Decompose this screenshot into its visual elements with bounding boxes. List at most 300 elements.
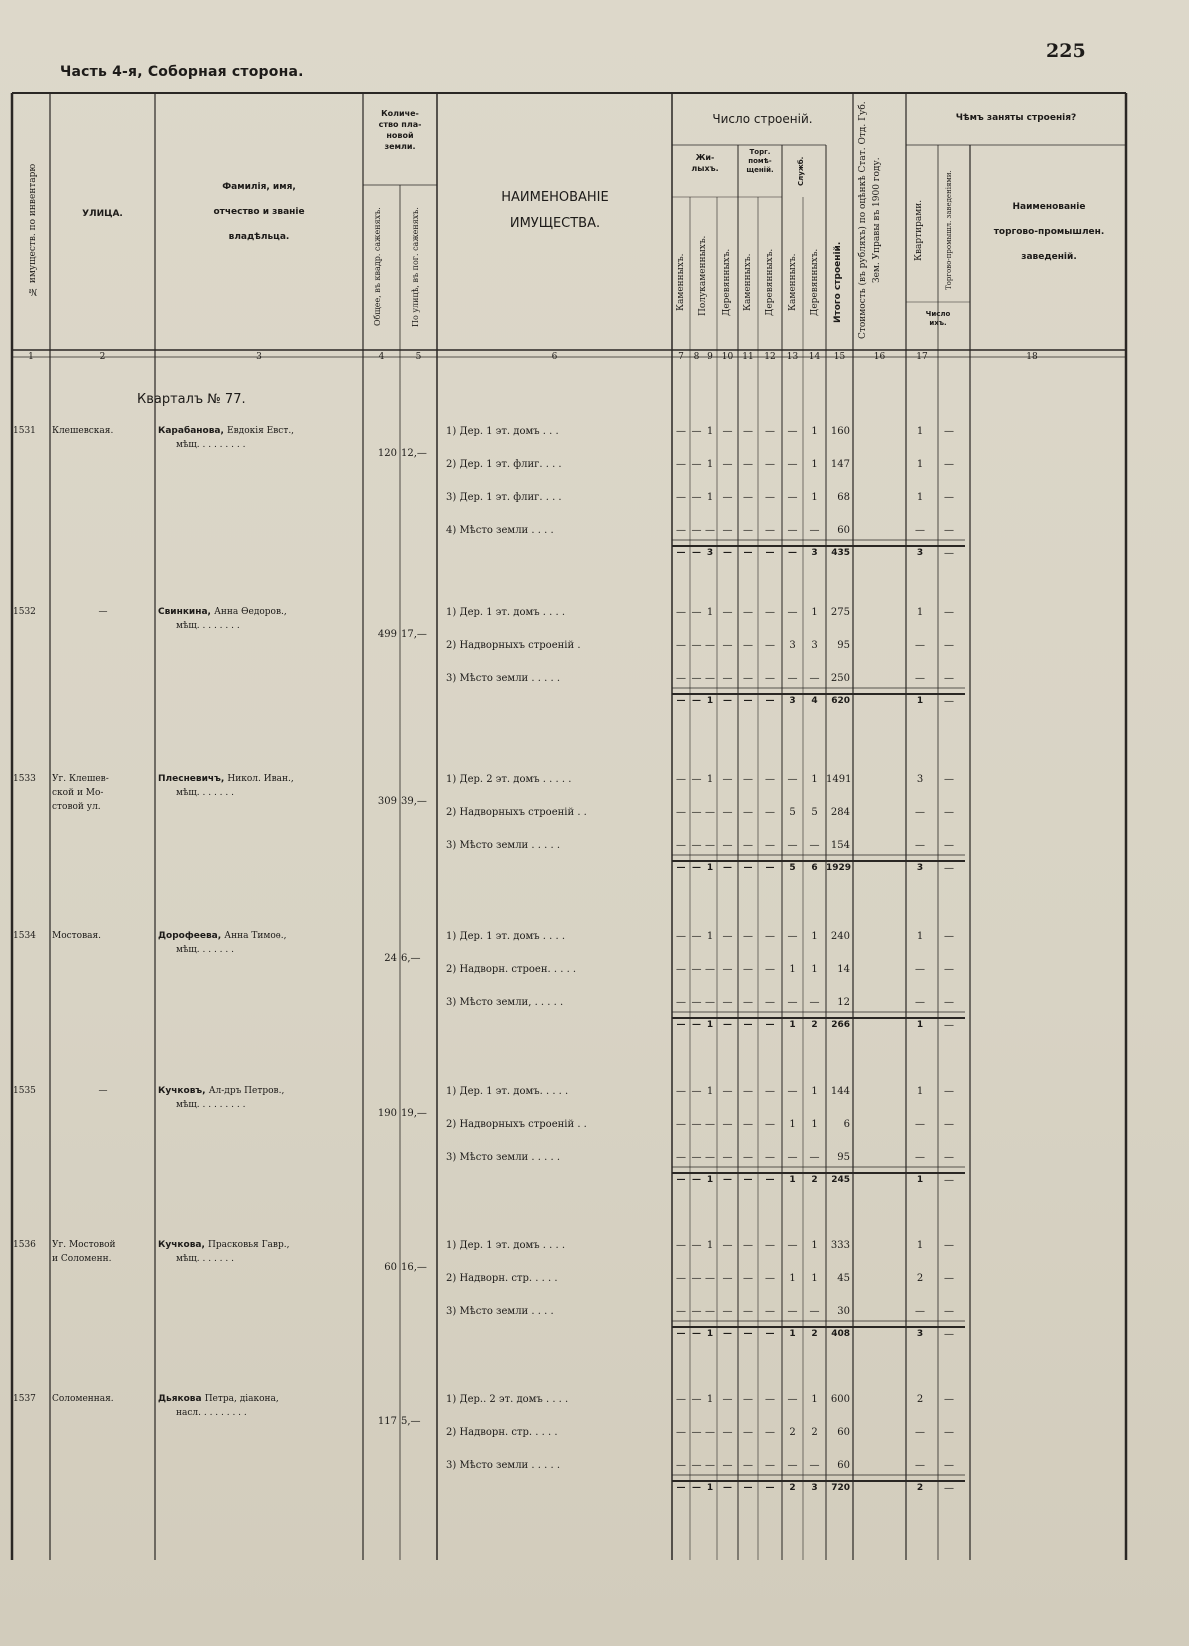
- cell-c12: —: [765, 607, 775, 618]
- cell-c8: —: [691, 1394, 702, 1405]
- total-value: 245: [831, 1175, 850, 1185]
- total-c9: 1: [706, 1020, 714, 1030]
- cell-c14: —: [809, 997, 820, 1008]
- cell-c13: —: [787, 525, 798, 536]
- cell-c14: —: [809, 1306, 820, 1317]
- column-number: 18: [1026, 352, 1038, 362]
- owner-name: [158, 1086, 284, 1096]
- cell-value: 600: [830, 1394, 850, 1405]
- cell-c8: —: [691, 840, 702, 851]
- cell-c9: —: [705, 1306, 715, 1317]
- cell-c11: —: [743, 997, 753, 1008]
- col-header-buildings: Число строеній.: [712, 112, 813, 126]
- column-number: 3: [256, 352, 262, 362]
- cell-c13: —: [787, 607, 798, 618]
- owner-name: [158, 607, 287, 617]
- total-value: 435: [831, 548, 850, 558]
- cell-c13: —: [787, 426, 798, 437]
- property-item: 1) Дер. 1 эт. домъ . . . .: [446, 1240, 566, 1251]
- col-header-dwelling: Жи- лыхъ.: [691, 153, 719, 173]
- total-c8: —: [692, 696, 701, 706]
- cell-value: 6: [843, 1119, 850, 1130]
- property-item: 2) Надворн. стр. . . . .: [446, 1273, 558, 1284]
- cell-c14: 1: [811, 964, 818, 975]
- cell-c8: —: [691, 673, 702, 684]
- owner-given: Анна Тимоѳ.,: [224, 931, 287, 941]
- cell-apartments: 1: [916, 1240, 924, 1251]
- owner-surname: Дорофеева,: [158, 931, 225, 941]
- cell-apartments: —: [915, 807, 925, 818]
- column-number: 8: [693, 352, 700, 362]
- cell-c12: —: [765, 1273, 775, 1284]
- owner-surname: Плесневичъ,: [158, 774, 228, 784]
- property-item: 2) Надворныхъ строеній . .: [446, 1119, 587, 1130]
- cell-c10: —: [722, 525, 733, 536]
- property-item: 4) Мѣсто земли . . . .: [446, 525, 554, 536]
- cell-c13: —: [787, 1152, 798, 1163]
- cell-c8: —: [691, 774, 702, 785]
- cell-c14: —: [809, 525, 820, 536]
- cell-c9: —: [705, 1152, 715, 1163]
- cell-c7: —: [676, 840, 686, 851]
- land-area: 309: [377, 796, 397, 807]
- total-c8: —: [692, 1329, 701, 1339]
- cell-value: 14: [837, 964, 850, 975]
- cell-c8: —: [691, 931, 702, 942]
- cell-trade: —: [944, 1460, 954, 1471]
- cell-trade: —: [944, 807, 954, 818]
- cell-c9: —: [705, 673, 715, 684]
- street-name: Мостовая.: [52, 931, 102, 941]
- cell-apartments: —: [915, 673, 925, 684]
- col-header-street: УЛИЦА.: [82, 209, 123, 219]
- cell-c11: —: [743, 607, 753, 618]
- cell-trade: —: [944, 426, 954, 437]
- inventory-number: 1536: [13, 1240, 36, 1250]
- col-header-owner: Фамилія, имя, отчество и званіе владѣльца.: [213, 182, 305, 242]
- cell-trade: —: [944, 997, 954, 1008]
- total-c9: 1: [706, 863, 714, 873]
- cell-trade: —: [944, 640, 954, 651]
- land-frontage: 5,—: [401, 1416, 421, 1427]
- total-c13: —: [788, 548, 797, 558]
- street-name: —: [98, 607, 108, 617]
- total-c10: —: [723, 863, 732, 873]
- column-number: 15: [833, 352, 846, 362]
- cell-c12: —: [765, 807, 775, 818]
- cell-c11: —: [743, 1240, 753, 1251]
- cell-c12: —: [765, 931, 775, 942]
- cell-c7: —: [676, 807, 686, 818]
- property-item: 1) Дер. 1 эт. домъ. . . . .: [446, 1086, 569, 1097]
- cell-c8: —: [691, 1427, 702, 1438]
- cell-trade: —: [944, 673, 954, 684]
- column-number: 2: [99, 352, 106, 362]
- total-c11: —: [743, 696, 753, 706]
- cell-trade: —: [944, 1427, 954, 1438]
- owner-status: мѣщ. . . . . . .: [176, 1254, 234, 1264]
- total-c13: 1: [789, 1329, 796, 1339]
- cell-c9: 1: [706, 774, 714, 785]
- cell-c10: —: [722, 673, 733, 684]
- cell-c12: —: [765, 1394, 775, 1405]
- land-area: 190: [377, 1108, 397, 1119]
- owner-name: [158, 426, 294, 436]
- cell-c12: —: [765, 840, 775, 851]
- cell-c12: —: [765, 459, 775, 470]
- page-number: 225: [1046, 40, 1086, 62]
- cell-apartments: —: [915, 1119, 925, 1130]
- cell-trade: —: [944, 1086, 954, 1097]
- total-trade: —: [944, 1329, 954, 1340]
- land-area: 499: [377, 629, 397, 640]
- total-value: 408: [831, 1329, 850, 1339]
- cell-c10: —: [722, 997, 733, 1008]
- total-c9: 1: [706, 696, 714, 706]
- cell-c11: —: [743, 459, 753, 470]
- cell-trade: —: [944, 1394, 954, 1405]
- total-c13: 1: [789, 1020, 796, 1030]
- cell-apartments: —: [915, 1152, 925, 1163]
- total-apartments: 3: [916, 1329, 924, 1339]
- cell-value: 250: [830, 673, 850, 684]
- total-c14: 3: [811, 1483, 818, 1493]
- cell-apartments: 1: [916, 492, 924, 503]
- cell-c11: —: [743, 774, 753, 785]
- total-apartments: 1: [916, 1175, 924, 1185]
- cell-c14: 1: [811, 426, 818, 437]
- land-frontage: 16,—: [401, 1262, 427, 1273]
- cell-trade: —: [944, 492, 954, 503]
- cell-c13: 1: [789, 1119, 796, 1130]
- cell-c10: —: [722, 459, 733, 470]
- cell-c14: 1: [811, 492, 818, 503]
- cell-c7: —: [676, 1394, 686, 1405]
- owner-surname: Карабанова,: [158, 426, 228, 436]
- total-trade: —: [944, 696, 954, 707]
- total-c7: —: [676, 1020, 686, 1030]
- cell-trade: —: [944, 459, 954, 470]
- cell-c7: —: [676, 1152, 686, 1163]
- total-c11: —: [743, 863, 753, 873]
- total-c8: —: [692, 1483, 701, 1493]
- cell-c8: —: [691, 640, 702, 651]
- cell-c11: —: [743, 673, 753, 684]
- cell-c9: 1: [706, 1086, 714, 1097]
- cell-c9: 1: [706, 607, 714, 618]
- cell-c9: 1: [706, 492, 714, 503]
- col-header-16: Квартирами.: [914, 199, 924, 261]
- cell-value: 275: [830, 607, 850, 618]
- cell-c7: —: [676, 426, 686, 437]
- owner-name: [158, 931, 286, 941]
- column-number: 7: [678, 352, 684, 362]
- cell-c14: 1: [811, 1086, 818, 1097]
- cell-c13: 1: [789, 1273, 796, 1284]
- column-number: 1: [28, 352, 34, 362]
- col-header-trade: Торг. помѣ- щеній.: [746, 148, 774, 174]
- land-frontage: 17,—: [401, 629, 427, 640]
- land-frontage: 6,—: [401, 953, 421, 964]
- col-header-count: Число ихъ.: [925, 310, 951, 327]
- cell-trade: —: [944, 1119, 954, 1130]
- col-header-7: Каменныхъ.: [676, 253, 686, 311]
- total-c7: —: [676, 1483, 686, 1493]
- cell-c9: —: [705, 840, 715, 851]
- cell-c9: —: [705, 1273, 715, 1284]
- total-value: 720: [831, 1483, 850, 1493]
- column-number: 6: [551, 352, 558, 362]
- cell-c14: 1: [811, 607, 818, 618]
- cell-trade: —: [944, 1152, 954, 1163]
- cell-c12: —: [765, 1119, 775, 1130]
- cell-c12: —: [765, 1427, 775, 1438]
- total-c12: —: [765, 863, 775, 873]
- column-number: 11: [742, 352, 754, 362]
- cell-c8: —: [691, 1119, 702, 1130]
- cell-c8: —: [691, 525, 702, 536]
- cell-c13: —: [787, 1460, 798, 1471]
- total-trade: —: [944, 1020, 954, 1031]
- inventory-number: 1535: [13, 1086, 36, 1096]
- cell-c8: —: [691, 1273, 702, 1284]
- cell-c9: 1: [706, 459, 714, 470]
- owner-status: мѣщ. . . . . . . . .: [176, 1100, 246, 1110]
- cell-value: 147: [830, 459, 850, 470]
- total-c11: —: [743, 548, 753, 558]
- quarter-title: Кварталъ № 77.: [137, 392, 246, 407]
- owner-surname: Дьякова: [158, 1394, 205, 1404]
- cell-c7: —: [676, 525, 686, 536]
- cell-c11: —: [743, 1152, 753, 1163]
- total-c14: 6: [811, 863, 818, 873]
- cell-c11: —: [743, 1306, 753, 1317]
- cell-value: 60: [837, 525, 850, 536]
- cell-c10: —: [722, 607, 733, 618]
- street-name: Уг. Клешев-: [52, 774, 109, 784]
- cell-c14: 1: [811, 1119, 818, 1130]
- property-item: 3) Мѣсто земли, . . . . .: [446, 997, 564, 1008]
- cell-c9: —: [705, 1119, 715, 1130]
- total-c12: —: [765, 696, 775, 706]
- land-area: 120: [377, 448, 397, 459]
- total-trade: —: [944, 863, 954, 874]
- cell-c11: —: [743, 1273, 753, 1284]
- cell-c7: —: [676, 1460, 686, 1471]
- property-item: 3) Мѣсто земли . . . .: [446, 1306, 554, 1317]
- cell-c12: —: [765, 997, 775, 1008]
- cell-c9: —: [705, 997, 715, 1008]
- land-area: 60: [384, 1262, 397, 1273]
- cell-c9: —: [705, 525, 715, 536]
- cell-c7: —: [676, 931, 686, 942]
- land-frontage: 39,—: [401, 796, 427, 807]
- total-c7: —: [676, 863, 686, 873]
- cell-c10: —: [722, 1240, 733, 1251]
- cell-c9: —: [705, 640, 715, 651]
- property-item: 3) Мѣсто земли . . . . .: [446, 673, 560, 684]
- cell-value: 284: [830, 807, 850, 818]
- cell-c10: —: [722, 1152, 733, 1163]
- column-number: 13: [786, 352, 799, 362]
- inventory-number: 1537: [13, 1394, 36, 1404]
- total-c14: 2: [811, 1175, 818, 1185]
- cell-c7: —: [676, 1273, 686, 1284]
- land-area: 24: [384, 953, 397, 964]
- cell-c11: —: [743, 1460, 753, 1471]
- cell-c9: 1: [706, 426, 714, 437]
- col-header-frontage: По улицѣ, въ пог. саженяхъ.: [411, 207, 420, 327]
- cell-c7: —: [676, 673, 686, 684]
- owner-status: мѣщ. . . . . . . . .: [176, 440, 246, 450]
- cell-c10: —: [722, 807, 733, 818]
- total-c10: —: [723, 1483, 732, 1493]
- cell-c13: 1: [789, 964, 796, 975]
- col-header-11: Деревянныхъ.: [765, 248, 775, 316]
- cell-c10: —: [722, 774, 733, 785]
- cell-c13: 2: [789, 1427, 796, 1438]
- column-number: 9: [707, 352, 713, 362]
- cell-c8: —: [691, 607, 702, 618]
- total-c12: —: [765, 548, 775, 558]
- cell-c12: —: [765, 525, 775, 536]
- col-header-area: Общее, въ квадр. саженяхъ.: [373, 207, 382, 327]
- cell-c10: —: [722, 931, 733, 942]
- total-c9: 1: [706, 1483, 714, 1493]
- cell-apartments: —: [915, 964, 925, 975]
- inventory-number: 1532: [13, 607, 36, 617]
- street-name: ской и Мо-: [52, 788, 104, 798]
- cell-c12: —: [765, 774, 775, 785]
- cell-c8: —: [691, 492, 702, 503]
- total-c11: —: [743, 1483, 753, 1493]
- total-c14: 2: [811, 1020, 818, 1030]
- column-number: 17: [916, 352, 928, 362]
- cell-c14: —: [809, 840, 820, 851]
- cell-c14: 5: [811, 807, 818, 818]
- cell-c12: —: [765, 492, 775, 503]
- cell-trade: —: [944, 1306, 954, 1317]
- cell-apartments: 1: [916, 931, 924, 942]
- property-item: 1) Дер. 2 эт. домъ . . . . .: [446, 774, 572, 785]
- property-item: 1) Дер. 1 эт. домъ . . . .: [446, 607, 566, 618]
- owner-given: Никол. Иван.,: [227, 774, 294, 784]
- cell-c9: 1: [706, 1240, 714, 1251]
- cell-c13: —: [787, 1306, 798, 1317]
- total-c10: —: [723, 548, 732, 558]
- col-header-8: Полукаменныхъ.: [698, 235, 708, 317]
- cell-c14: 1: [811, 1273, 818, 1284]
- cell-c13: —: [787, 997, 798, 1008]
- owner-name: [158, 1240, 289, 1250]
- cell-c14: 1: [811, 1240, 818, 1251]
- cell-value: 333: [830, 1240, 850, 1251]
- cell-c10: —: [722, 426, 733, 437]
- cell-apartments: 2: [916, 1273, 924, 1284]
- property-item: 2) Надворн. стр. . . . .: [446, 1427, 558, 1438]
- total-c7: —: [676, 696, 686, 706]
- total-c12: —: [765, 1175, 775, 1185]
- cell-value: 60: [837, 1427, 850, 1438]
- owner-name: [158, 774, 294, 784]
- col-header-13: Деревянныхъ.: [810, 248, 820, 316]
- land-frontage: 12,—: [401, 448, 427, 459]
- cell-apartments: —: [915, 1427, 925, 1438]
- cell-c12: —: [765, 1086, 775, 1097]
- total-apartments: 1: [916, 696, 924, 706]
- cell-c10: —: [722, 1086, 733, 1097]
- col-header-property: НАИМЕНОВАНІЕ ИМУЩЕСТВА.: [501, 190, 609, 231]
- cell-c12: —: [765, 673, 775, 684]
- total-c12: —: [765, 1020, 775, 1030]
- cell-apartments: —: [915, 1460, 925, 1471]
- cell-apartments: —: [915, 525, 925, 536]
- property-item: 3) Мѣсто земли . . . . .: [446, 840, 560, 851]
- total-c11: —: [743, 1175, 753, 1185]
- column-number: 12: [764, 352, 776, 362]
- cell-c11: —: [743, 640, 753, 651]
- cell-c13: —: [787, 1240, 798, 1251]
- cell-trade: —: [944, 840, 954, 851]
- cell-c7: —: [676, 1119, 686, 1130]
- owner-given: Ал-дръ Петров.,: [208, 1086, 285, 1096]
- cell-c13: —: [787, 1394, 798, 1405]
- total-trade: —: [944, 1483, 954, 1494]
- total-c13: 5: [789, 863, 796, 873]
- cell-c7: —: [676, 1306, 686, 1317]
- total-c11: —: [743, 1329, 753, 1339]
- cell-value: 160: [830, 426, 850, 437]
- total-value: 620: [831, 696, 850, 706]
- cell-c13: 3: [789, 640, 796, 651]
- land-frontage: 19,—: [401, 1108, 427, 1119]
- col-header-10: Каменныхъ.: [743, 253, 753, 311]
- property-item: 1) Дер. 1 эт. домъ . . .: [446, 426, 559, 437]
- cell-apartments: 1: [916, 607, 924, 618]
- total-c8: —: [692, 1175, 701, 1185]
- cell-c8: —: [691, 1460, 702, 1471]
- cell-apartments: —: [915, 997, 925, 1008]
- cell-c14: 1: [811, 459, 818, 470]
- inventory-number: 1533: [13, 774, 36, 784]
- cell-c14: —: [809, 1460, 820, 1471]
- cell-c11: —: [743, 525, 753, 536]
- cell-c7: —: [676, 607, 686, 618]
- cell-c13: —: [787, 840, 798, 851]
- cell-c9: 1: [706, 1394, 714, 1405]
- cell-c14: —: [809, 673, 820, 684]
- total-c14: 3: [811, 548, 818, 558]
- total-apartments: 2: [916, 1483, 924, 1493]
- owner-given: Петра, діакона,: [204, 1394, 279, 1404]
- cell-c8: —: [691, 964, 702, 975]
- cell-c10: —: [722, 1427, 733, 1438]
- cell-c8: —: [691, 997, 702, 1008]
- total-c9: 3: [706, 548, 714, 558]
- inventory-number: 1534: [13, 931, 36, 941]
- cell-trade: —: [944, 1273, 954, 1284]
- total-c8: —: [692, 548, 701, 558]
- cell-c14: 2: [811, 1427, 818, 1438]
- total-c12: —: [765, 1483, 775, 1493]
- cell-trade: —: [944, 774, 954, 785]
- property-item: 3) Дер. 1 эт. флиг. . . .: [446, 492, 562, 503]
- cell-apartments: —: [915, 640, 925, 651]
- property-item: 2) Дер. 1 эт. флиг. . . .: [446, 459, 562, 470]
- cell-apartments: 1: [916, 1086, 924, 1097]
- cell-c8: —: [691, 1306, 702, 1317]
- col-header-18: Наименованіе торгово-промышлен. заведеній.: [993, 202, 1105, 262]
